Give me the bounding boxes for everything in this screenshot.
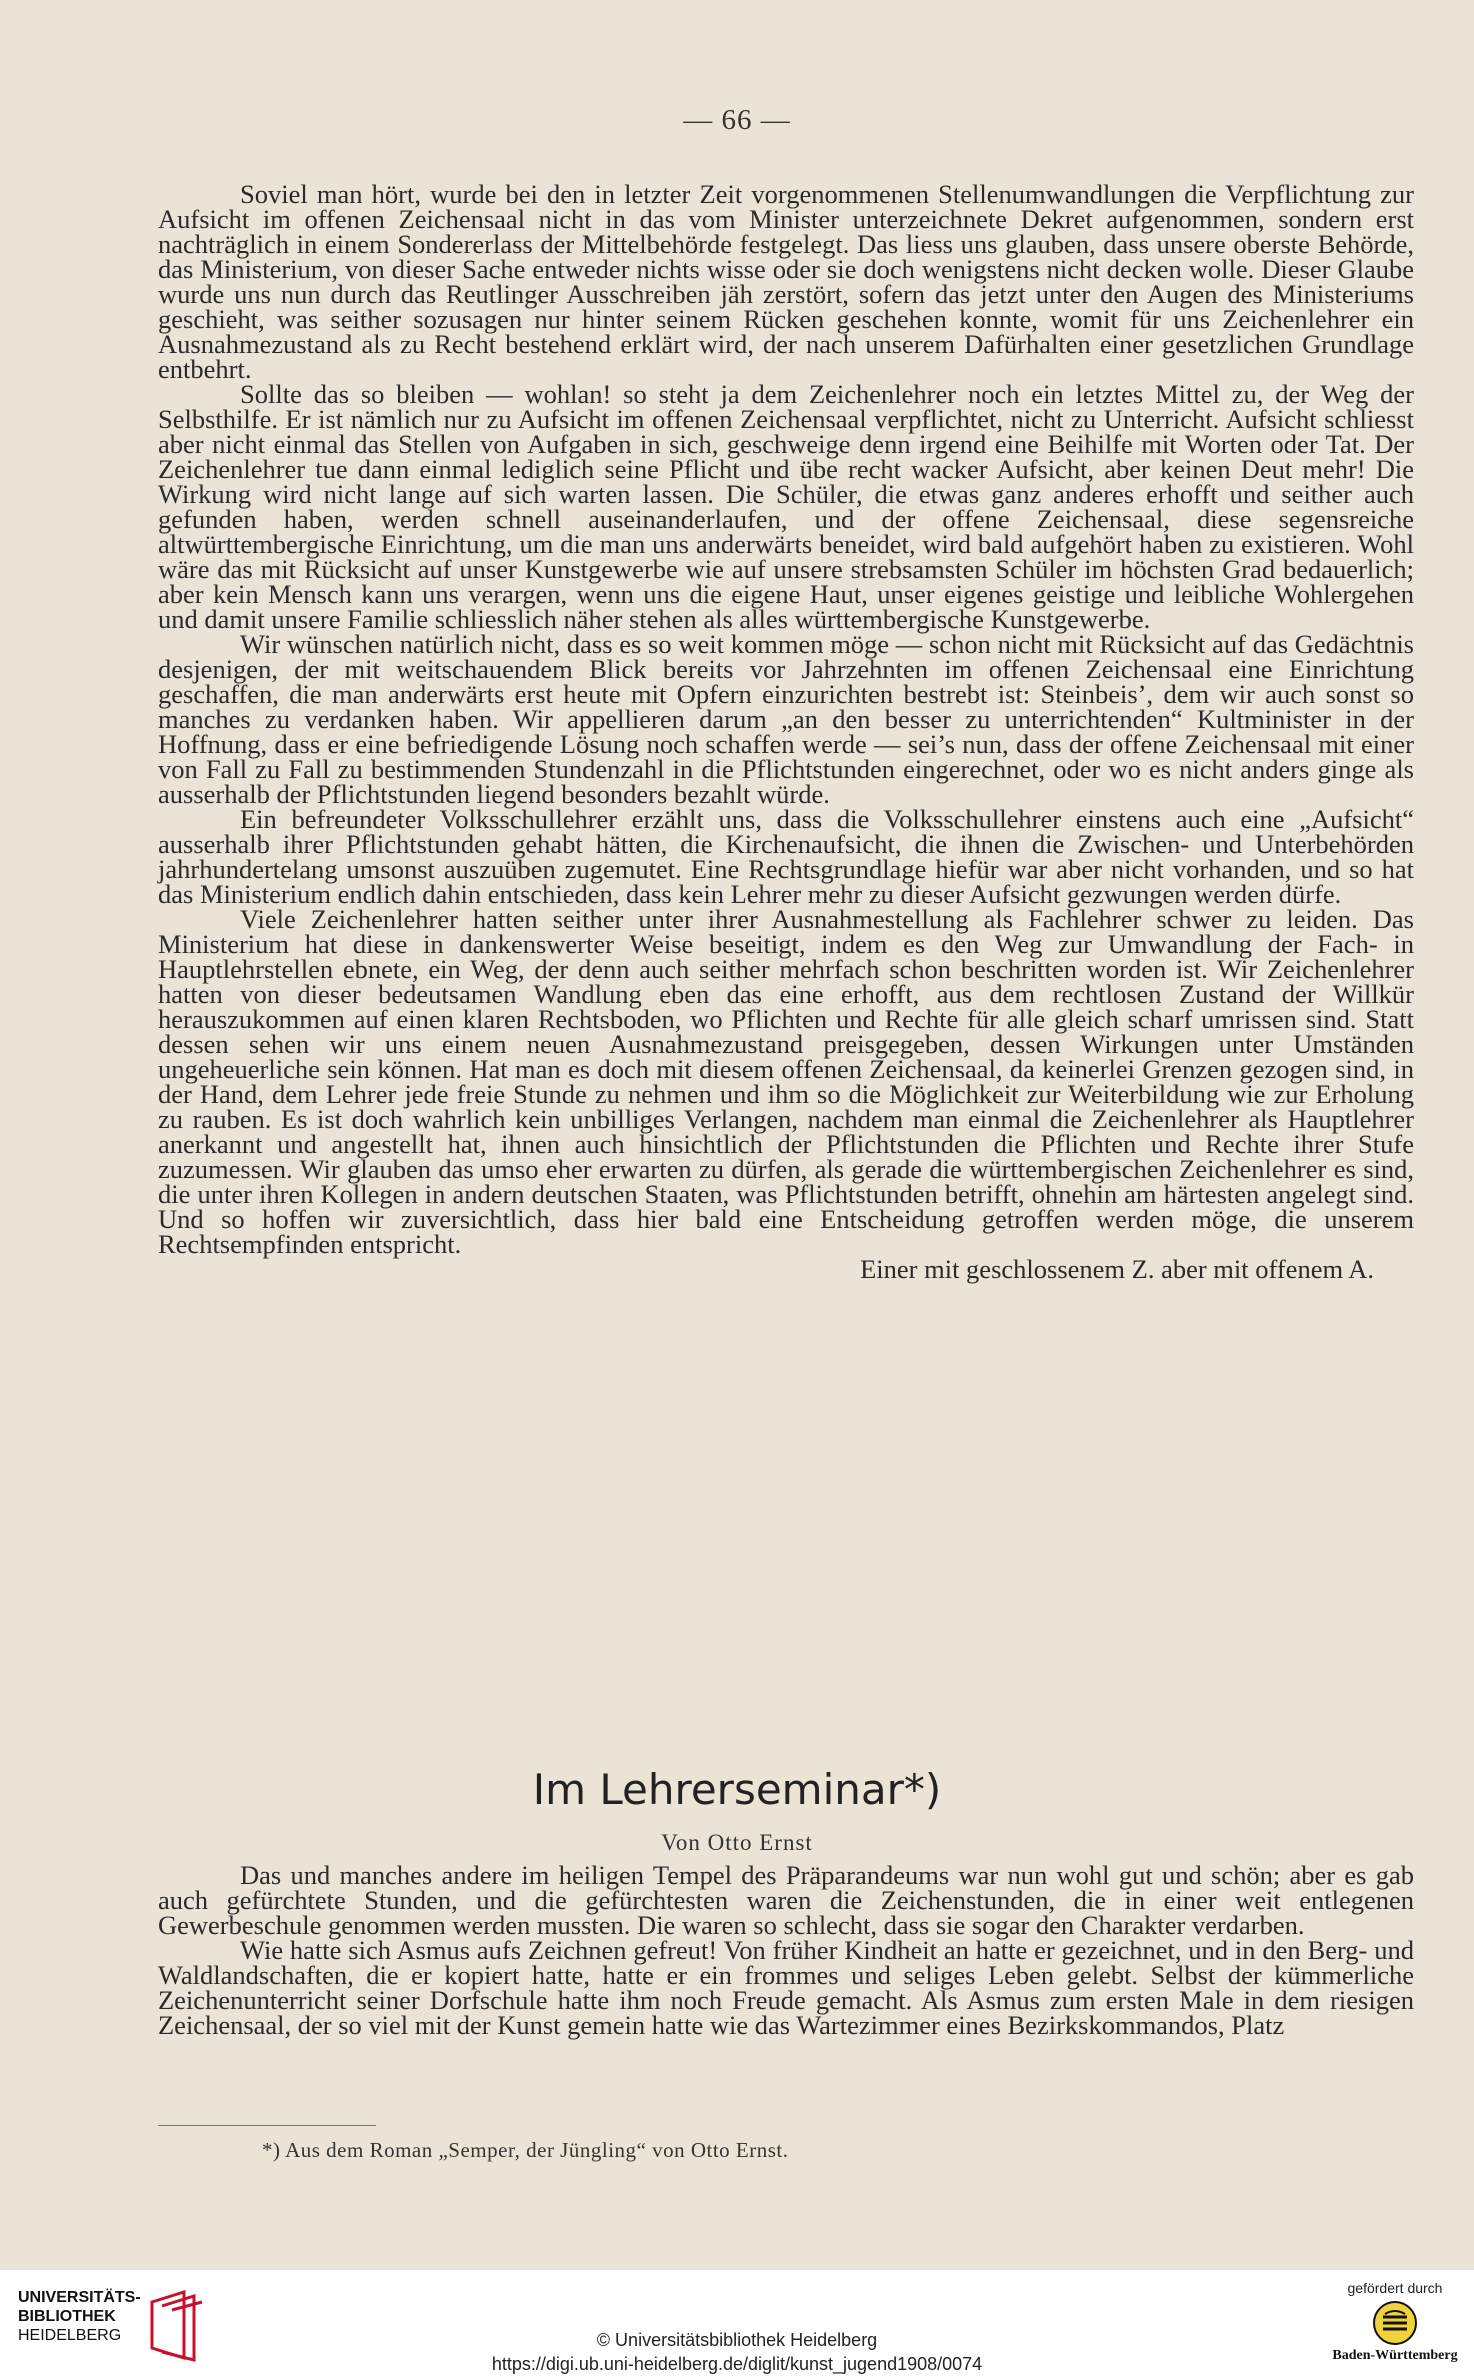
- article-body-2: [158, 1860, 1414, 2040]
- signature: Einer mit geschlossenem Z. aber mit offenem A.: [860, 1254, 1374, 1284]
- article-body: [158, 179, 1414, 1284]
- copyright-text: © Universitätsbibliothek Heidelberg: [596, 2330, 878, 2350]
- paragraph: Sollte das so bleiben — wohlan! so steht ja dem Zeichenlehrer noch ein letztes Mittel zu, der Weg der Selbsthilfe. Er ist nämlich nur zu Aufsicht im offenen Zeichensaal verpflichtet, nicht zu Unterricht. Aufsicht schliesst aber nicht einmal das Stellen von Aufgaben in sich, geschweige denn irgend eine Beihilfe mit Worten oder Tat. Der Zeichenlehrer tue dann einmal lediglich seine Pflicht und übe recht wacker Aufsicht, aber keinen Deut mehr! Die Wirkung wird nicht lange auf sich warten lassen. Die Schüler, die etwas ganz anderes erhofft und seither auch gefunden haben, werden schnell auseinanderlaufen, und der offene Zeichensaal, diese segensreiche altwürttembergische Einrichtung, um die man uns anderwärts beneidet, wird bald aufgehört haben zu existieren. Wohl wäre das mit Rücksicht auf unser Kunstgewerbe wie auf unsere strebsamsten Schüler im höchsten Grad bedauerlich; aber kein Mensch kann uns verargen, wenn uns die eigene Haut, unser eigenes geistige und leibliche Wohlergehen und damit unsere Familie schliesslich näher stehen als alles württembergische Kunstgewerbe.: [158, 379, 1414, 634]
- state-coat-of-arms-icon: [1372, 2300, 1418, 2346]
- article-title: Im Lehrerseminar*): [532, 1765, 942, 1814]
- page-number: — 66 —: [683, 104, 791, 136]
- sponsor: [1330, 2280, 1460, 2364]
- paragraph: Das und manches andere im heiligen Tempel des Präparandeums war nun wohl gut und schön; aber es gab auch gefürchtete Stunden, und die gefürchtesten waren die Zeichenstunden, die in einer weit entlegenen Gewerbeschule genommen werden mussten. Die waren so schlecht, dass sie sogar den Charakter verdarben.: [158, 1860, 1414, 1940]
- footnote: *) Aus dem Roman „Semper, der Jüngling“ von Otto Ernst.: [262, 2138, 789, 2162]
- source-link[interactable]: https://digi.ub.uni-heidelberg.de/diglit/kunst_jugend1908/0074: [491, 2354, 983, 2374]
- paragraph: Wir wünschen natürlich nicht, dass es so weit kommen möge — schon nicht mit Rücksicht auf das Gedächtnis desjenigen, der mit weitschauendem Blick bereits vor Jahrzehnten im offenen Zeichensaal eine Einrichtung geschaffen, die man anderwärts erst heute mit Opfern einzurichten bestrebt ist: Steinbeis’, dem wir auch sonst so manches zu verdanken haben. Wir appellieren darum „an den besser zu unterrichtenden“ Kultminister in der Hoffnung, dass er eine befriedigende Lösung noch schaffen werde — sei’s nun, dass der offene Zeichensaal mit einer von Fall zu Fall zu bestimmenden Stundenzahl in die Pflichtstunden eingerechnet, oder wo es nicht anders ginge als ausserhalb der Pflichtstunden liegend besonders bezahlt würde.: [158, 629, 1414, 809]
- footnote-rule: [158, 2125, 376, 2126]
- sponsor-label: gefördert durch: [1347, 2280, 1443, 2296]
- paragraph: Viele Zeichenlehrer hatten seither unter ihrer Ausnahmestellung als Fachlehrer schwer zu leiden. Das Ministerium hat diese in dankenswerter Weise beseitigt, indem es den Weg zur Umwandlung der Fach- in Hauptlehrstellen ebnete, ein Weg, der denn auch seither mehrfach schon beschritten worden ist. Wir Zeichenlehrer hatten von dieser bedeutsamen Wandlung eben das eine erhofft, aus dem rechtlosen Zustand der Willkür herauszukommen auf einen klaren Rechtsboden, wo Pflichten und Rechte für alle gleich scharf umrissen sind. Statt dessen sehen wir uns einem neuen Ausnahmezustand preisgegeben, dessen Wirkungen unter Umständen ungeheuerliche sein können. Hat man es doch mit diesem offenen Zeichensaal, da keinerlei Grenzen gezogen sind, in der Hand, dem Lehrer jede freie Stunde zu nehmen und ihm so die Möglichkeit zur Weiterbildung wie zur Erholung zu rauben. Es ist doch wahrlich kein unbilliges Verlangen, nachdem man einmal die Zeichenlehrer als Hauptlehrer anerkannt und angestellt hat, ihnen auch hinsichtlich der Pflichtstunden die Pflichten und Rechte ihrer Stufe zuzumessen. Wir glauben das umso eher erwarten zu dürfen, als gerade die württembergischen Zeichenlehrer es sind, die unter ihren Kollegen in andern deutschen Staaten, was Pflichtstunden betrifft, ohnehin am härtesten angelegt sind. Und so hoffen wir zuversichtlich, dass hier bald eine Entscheidung getroffen werden möge, die unserem Rechtsempfinden entspricht.: [158, 904, 1414, 1259]
- paragraph: Soviel man hört, wurde bei den in letzter Zeit vorgenommenen Stellenumwandlungen die Verpflichtung zur Aufsicht im offenen Zeichensaal nicht in das vom Minister unterzeichnete Dekret aufgenommen, sondern erst nachträglich in einem Sondererlass der Mittelbehörde festgelegt. Das liess uns glauben, dass unsere oberste Behörde, das Ministerium, von dieser Sache entweder nichts wisse oder sie doch wenigstens nicht decken wolle. Dieser Glaube wurde uns nun durch das Reutlinger Ausschreiben jäh zerstört, sofern das jetzt unter den Augen des Ministeriums geschieht, was seither sozusagen nur hinter seinem Rücken geschehen konnte, womit für uns Zeichenlehrer ein Ausnahmezustand als zu Recht bestehend erklärt wird, der nach unserem Dafürhalten einer gesetzlichen Grundlage entbehrt.: [158, 179, 1414, 384]
- sponsor-name: Baden-Württemberg: [1332, 2348, 1458, 2363]
- library-emblem-icon: [146, 2288, 206, 2364]
- paragraph: Wie hatte sich Asmus aufs Zeichnen gefreut! Von früher Kindheit an hatte er gezeichnet, und in den Berg- und Waldlandschaften, die er kopiert hatte, hatte er ein frommes und seliges Leben gelebt. Selbst der kümmerliche Zeichenunterricht seiner Dorfschule hatte ihm noch Freude gemacht. Als Asmus zum ersten Male in dem riesigen Zeichensaal, der so viel mit der Kunst gemein hatte wie das Wartezimmer eines Bezirkskommandos, Platz: [158, 1935, 1414, 2040]
- article-author: Von Otto Ernst: [661, 1830, 813, 1855]
- paragraph: Ein befreundeter Volksschullehrer erzählt uns, dass die Volksschullehrer einstens auch eine „Aufsicht“ ausserhalb ihrer Pflichtstunden gehabt hätten, die Kirchenaufsicht, die ihnen die Zwischen- und Unterbehörden jahrhundertelang umsonst auszuüben zugemutet. Eine Rechtsgrundlage hiefür war aber nicht vorhanden, und so hat das Ministerium endlich dahin entschieden, dass kein Lehrer mehr zu dieser Aufsicht gezwungen werden dürfe.: [158, 804, 1414, 909]
- library-name: UNIVERSITÄTS- BIBLIOTHEK HEIDELBERG: [18, 2289, 141, 2344]
